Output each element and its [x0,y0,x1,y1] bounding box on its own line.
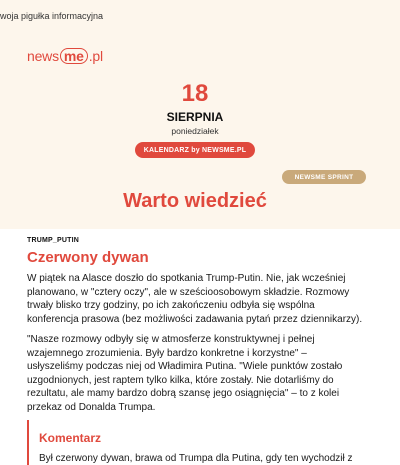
comment-text: Był czerwony dywan, brawa od Trumpa dla Putina, gdy ten wychodził z [39,453,353,464]
article-paragraph: W piątek na Alasce doszło do spotkania Trump-Putin. Nie, jak wcześniej planowano, w "cztery oczy", ale w sześcioosobowym składzie. Rozmowy trwały blisko trzy godziny, po ich zakończeniu odbyła się wspólna konferencja prasowa (bez możliwości zadawania pytań przez dziennikarzy). [27,273,363,325]
section-title: Warto wiedzieć [123,190,267,212]
article-paragraph: "Nasze rozmowy odbyły się w atmosferze konstruktywnej i pełnej wzajemnego zrozumienia. Były bardzo konkretne i korzystne" – usłyszeliśmy podczas niej od Władimira Putina. "Wiele punktów zostało uzgodnionych, jest raptem tylko kilka, które zostały. Nie dotarliśmy do rezultatu, ale mamy bardzo dobrą szansę jego osiągnięcia" – to z kolei przekaz od Donalda Trumpa. [27,334,343,413]
logo-prefix: news [27,48,59,64]
newsme-sprint-button[interactable]: NEWSME SPRINT [282,170,366,184]
comment-box [27,420,367,465]
newsme-logo[interactable] [27,48,103,64]
date-month: SIERPNIA [166,110,224,124]
tagline: woja pigułka informacyjna [0,11,104,21]
date-weekday: poniedziałek [171,126,219,136]
date-day-number: 18 [181,80,209,107]
article-tag: TRUMP_PUTIN [27,237,79,244]
article-title: Czerwony dywan [27,249,149,266]
logo-me: me [60,48,88,64]
logo-suffix: .pl [88,48,103,64]
comment-title: Komentarz [39,431,102,445]
calendar-button[interactable]: KALENDARZ by NEWSME.PL [135,142,255,158]
